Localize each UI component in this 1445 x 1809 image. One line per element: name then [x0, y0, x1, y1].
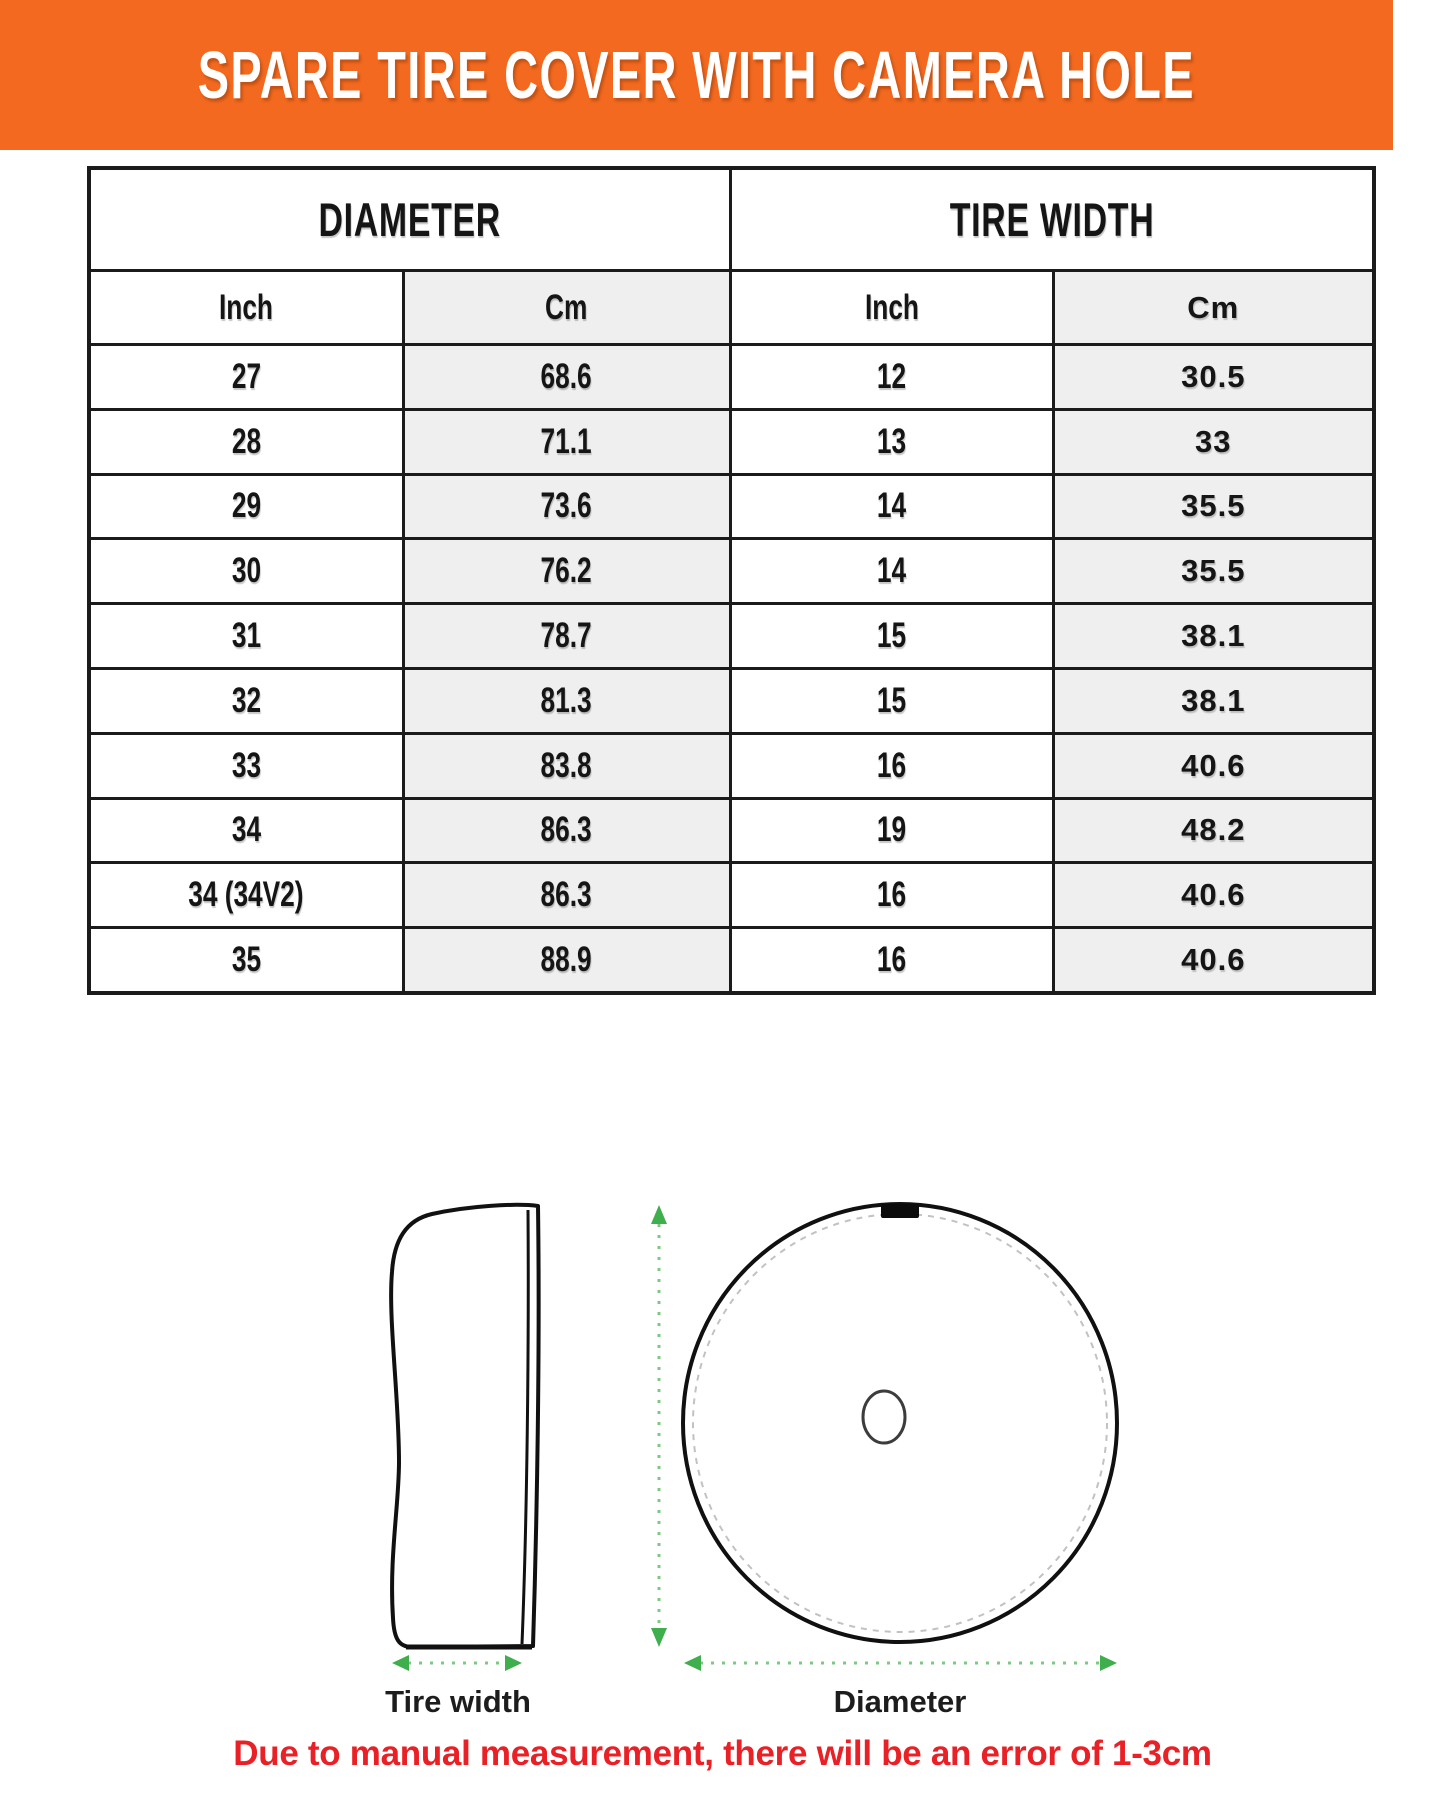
diameter-arrow-head-right	[1100, 1655, 1117, 1671]
table-row: 34 86.3 19 48.2	[89, 798, 1374, 863]
diameter-arrow-head-left	[684, 1655, 701, 1671]
table-row: 31 78.7 15 38.1	[89, 604, 1374, 669]
table-row: 28 71.1 13 33	[89, 409, 1374, 474]
page-title: SPARE TIRE COVER WITH CAMERA HOLE	[197, 37, 1196, 113]
diameter-group-header: DIAMETER	[89, 168, 730, 271]
table-row: 27 68.6 12 30.5	[89, 345, 1374, 410]
tire-width-arrow-head-right	[505, 1655, 522, 1671]
tire-width-cm-header: Cm	[1053, 271, 1374, 345]
diameter-label: Diameter	[833, 1684, 967, 1719]
diameter-cm-header: Cm	[403, 271, 730, 345]
tire-width-label: Tire width	[385, 1684, 531, 1719]
table-row: 29 73.6 14 35.5	[89, 474, 1374, 539]
valve-notch	[881, 1204, 919, 1218]
table-row: 33 83.8 16 40.6	[89, 733, 1374, 798]
measurement-note: Due to manual measurement, there will be an error of 1-3cm	[233, 1734, 1212, 1773]
tire-width-inch-header: Inch	[730, 271, 1053, 345]
tire-width-group-header: TIRE WIDTH	[730, 168, 1374, 271]
diameter-inch-header: Inch	[89, 271, 403, 345]
table-row: 34 (34V2) 86.3 16 40.6	[89, 863, 1374, 928]
tire-side-view	[391, 1205, 539, 1647]
vertical-arrow-head-down	[651, 1628, 667, 1647]
table-row: 30 76.2 14 35.5	[89, 539, 1374, 604]
table-row: 35 88.9 16 40.6	[89, 928, 1374, 993]
table-row: 32 81.3 15 38.1	[89, 668, 1374, 733]
vertical-arrow-head-up	[651, 1205, 667, 1224]
tire-width-arrow-head-left	[392, 1655, 409, 1671]
camera-hole	[863, 1391, 905, 1443]
